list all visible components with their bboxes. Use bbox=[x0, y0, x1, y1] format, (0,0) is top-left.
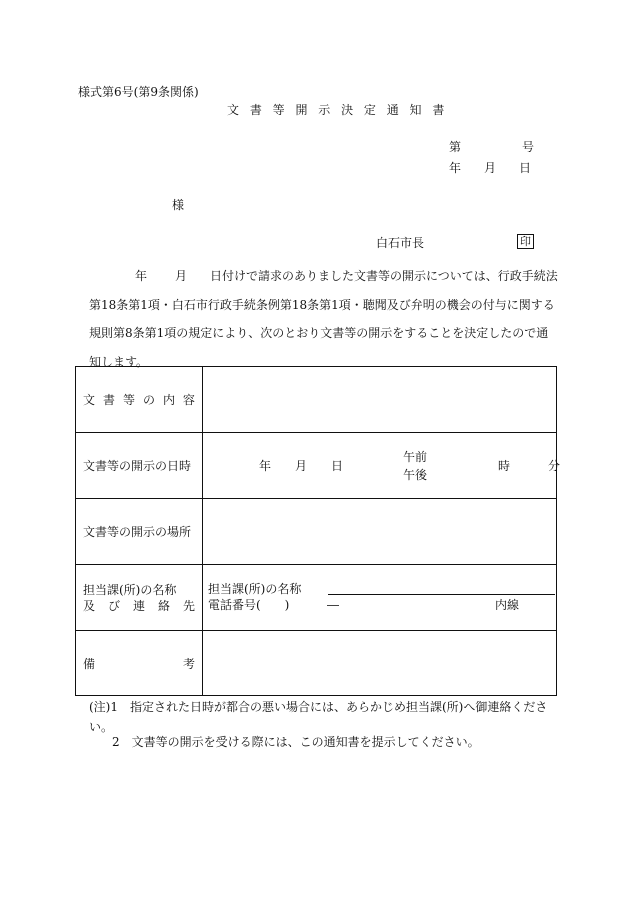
contact-extension: 内線 bbox=[495, 598, 520, 612]
content-value-cell[interactable] bbox=[203, 367, 557, 433]
date-month: 月 bbox=[484, 161, 497, 175]
contact-dash: ― bbox=[327, 598, 339, 612]
seal-mark: 印 bbox=[517, 234, 534, 249]
contact-underline bbox=[328, 594, 555, 595]
body-year: 年 bbox=[135, 269, 148, 283]
datetime-row bbox=[76, 433, 557, 499]
place-label: 文書等の開示の場所 bbox=[76, 499, 203, 565]
body-paragraph bbox=[89, 262, 559, 376]
dt-minute: 分 bbox=[548, 459, 561, 473]
body-text: 日付けで請求のありました文書等の開示については、行政手続法第18条第1項・白石市行政手続条例第18条第1項・聴聞及び弁明の機会の付与に関する規則第8条第1項の規定により、次のとおり文書等の開示をすることを決定したので通知します。 bbox=[89, 269, 558, 369]
contact-value-cell[interactable] bbox=[203, 565, 557, 631]
date-day: 日 bbox=[519, 161, 532, 175]
place-row bbox=[76, 499, 557, 565]
contact-row bbox=[76, 565, 557, 631]
place-value-cell[interactable] bbox=[203, 499, 557, 565]
form-number-label: 様式第6号(第9条関係) bbox=[78, 85, 199, 99]
dt-am: 午前 bbox=[403, 450, 428, 464]
content-row bbox=[76, 367, 557, 433]
dt-month: 月 bbox=[295, 459, 308, 473]
body-month: 月 bbox=[175, 269, 188, 283]
number-suffix: 号 bbox=[522, 140, 535, 154]
dt-pm: 午後 bbox=[403, 468, 428, 482]
remarks-value-cell[interactable] bbox=[203, 631, 557, 696]
contact-phone-label: 電話番号( ) bbox=[208, 598, 290, 612]
remarks-label: 備 考 bbox=[83, 656, 195, 671]
issuer-name: 白石市長 bbox=[376, 236, 425, 250]
number-prefix: 第 bbox=[449, 140, 462, 154]
content-label: 文 書 等 の 内 容 bbox=[83, 393, 195, 407]
note-1: (注)1 指定された日時が都合の悪い場合には、あらかじめ担当課(所)へ御連絡ください。 bbox=[89, 700, 548, 734]
note-2: 2 文書等の開示を受ける際には、この通知書を提示してください。 bbox=[112, 735, 480, 749]
contact-label-1: 担当課(所)の名称 bbox=[83, 582, 177, 597]
dt-hour: 時 bbox=[498, 459, 511, 473]
date-year: 年 bbox=[449, 161, 462, 175]
datetime-label: 文書等の開示の日時 bbox=[76, 433, 203, 499]
addressee-suffix: 様 bbox=[172, 198, 185, 212]
disclosure-table bbox=[75, 366, 561, 696]
dt-year: 年 bbox=[259, 459, 272, 473]
dt-day: 日 bbox=[331, 459, 344, 473]
datetime-value-cell[interactable] bbox=[203, 433, 561, 499]
contact-name-label: 担当課(所)の名称 bbox=[208, 582, 302, 596]
contact-label-2: 及 び 連 絡 先 bbox=[83, 598, 195, 613]
remarks-row bbox=[76, 631, 557, 696]
document-title: 文 書 等 開 示 決 定 通 知 書 bbox=[227, 103, 445, 117]
